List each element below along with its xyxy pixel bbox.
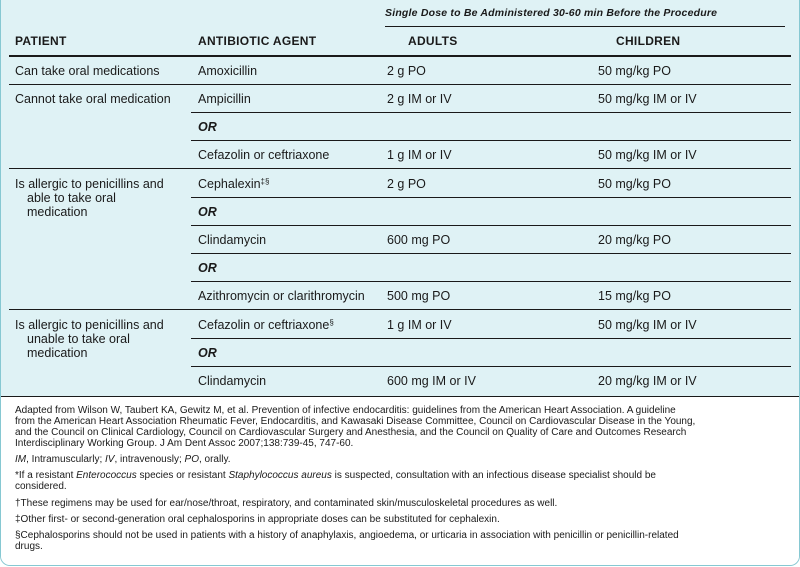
cell-adults: 500 mg PO <box>387 289 451 303</box>
source-citation-line-1: Adapted from Wilson W, Taubert KA, Gewitz M, et al. Prevention of infective endocarditis: guidelines from the American Heart Association. A guideline <box>15 405 676 416</box>
cell-agent: Amoxicillin <box>198 64 258 78</box>
cell-adults: 2 g PO <box>387 64 426 78</box>
cell-agent: Clindamycin <box>198 233 267 247</box>
footnote-dagger: †These regimens may be used for ear/nose/throat, respiratory, and contaminated skin/musculoskeletal procedures as well. <box>15 498 558 509</box>
cell-patient-line-3: medication <box>27 205 88 219</box>
dose-banner-pre: Single Dose to Be Administered <box>385 7 554 19</box>
header-adults: ADULTS <box>408 34 458 48</box>
row-divider <box>9 84 791 85</box>
organism-staph-aureus: Staphylococcus aureus <box>228 470 332 481</box>
cell-patient-line-1: Is allergic to penicillins and <box>15 177 164 191</box>
cell-children: 20 mg/kg IM or IV <box>598 374 697 388</box>
cell-children: 50 mg/kg IM or IV <box>598 148 697 162</box>
cell-adults: 2 g PO <box>387 177 426 191</box>
row-divider <box>191 253 791 254</box>
cell-agent-text: Cefazolin or ceftriaxone <box>198 318 330 332</box>
cell-patient: Cannot take oral medication <box>15 92 171 106</box>
footnote-star-line-2: considered. <box>15 481 67 492</box>
cell-agent <box>198 177 269 191</box>
footnote-double-dagger: ‡Other first- or second-generation oral cephalosporins in appropriate doses can be substituted for cephalexin. <box>15 514 500 525</box>
header-antibiotic-agent: ANTIBIOTIC AGENT <box>198 34 317 48</box>
source-citation-line-2: from the American Heart Association Rheumatic Fever, Endocarditis, and Kawasaki Disease Committee, Council on Cardiovascular Disease in the Young, <box>15 416 696 427</box>
abbreviations <box>15 454 790 466</box>
abbr-po-def: , orally. <box>198 454 231 465</box>
cell-adults: 600 mg PO <box>387 233 451 247</box>
cell-patient: Can take oral medications <box>15 64 160 78</box>
cell-adults: 600 mg IM or IV <box>387 374 476 388</box>
footnote-star-pre: *If a resistant <box>15 470 77 481</box>
footnote-star-post: is suspected, consultation with an infectious disease specialist should be <box>331 470 656 481</box>
cell-agent-text: Cephalexin <box>198 177 261 191</box>
header-children: CHILDREN <box>616 34 681 48</box>
row-divider <box>9 168 791 169</box>
cell-patient-line-3: medication <box>27 346 88 360</box>
cell-children: 15 mg/kg PO <box>598 289 671 303</box>
abbr-im-def: , Intramuscularly; <box>26 454 106 465</box>
cell-children: 50 mg/kg IM or IV <box>598 92 697 106</box>
table-footnotes <box>1 396 799 566</box>
row-divider <box>191 338 791 339</box>
header-patient: PATIENT <box>15 34 67 48</box>
dose-banner <box>385 7 775 19</box>
row-divider <box>9 309 791 310</box>
row-divider <box>191 140 791 141</box>
cell-adults: 1 g IM or IV <box>387 318 452 332</box>
cell-children: 50 mg/kg IM or IV <box>598 318 697 332</box>
row-divider <box>191 197 791 198</box>
cell-agent: Cefazolin or ceftriaxone <box>198 148 330 162</box>
abbr-iv: IV <box>105 454 115 465</box>
cell-patient-line-1: Is allergic to penicillins and <box>15 318 164 332</box>
abbr-im: IM <box>15 454 27 465</box>
abbr-iv-def: , intravenously; <box>114 454 185 465</box>
cell-patient-line-2: unable to take oral <box>27 332 130 346</box>
footnote-star-mid: species or resistant <box>136 470 229 481</box>
cell-agent: Azithromycin or clarithromycin <box>198 289 365 303</box>
regimen-table <box>1 0 799 395</box>
or-separator: OR <box>198 205 217 219</box>
footnote-section-line-2: drugs. <box>15 541 43 552</box>
footnote-section-line-1: §Cephalosporins should not be used in patients with a history of anaphylaxis, angioedema, or urticaria in association with penicillin or penicillin-related <box>15 530 679 541</box>
cell-agent: Ampicillin <box>198 92 251 106</box>
row-divider <box>191 281 791 282</box>
or-separator: OR <box>198 261 217 275</box>
cell-agent: Clindamycin <box>198 374 267 388</box>
footnote-marker: ‡§ <box>260 177 270 186</box>
footnote-marker: § <box>329 318 334 327</box>
banner-rule <box>385 26 785 27</box>
cell-adults: 1 g IM or IV <box>387 148 452 162</box>
cell-adults: 2 g IM or IV <box>387 92 452 106</box>
cell-children: 50 mg/kg PO <box>598 177 671 191</box>
organism-enterococcus: Enterococcus <box>76 470 137 481</box>
dose-banner-post: min Before the Procedure <box>580 7 718 19</box>
source-citation-line-4: Interdisciplinary Working Group. J Am Dent Assoc 2007;138:739-45, 747-60. <box>15 438 354 449</box>
row-divider <box>191 112 791 113</box>
source-citation-line-3: and the Council on Clinical Cardiology, Council on Cardiovascular Surgery and Anesthesia, and the Council on Quality of Care and Outcomes Research <box>15 427 687 438</box>
header-rule <box>9 55 791 57</box>
row-divider <box>191 225 791 226</box>
cell-patient-line-2: able to take oral <box>27 191 116 205</box>
dose-banner-range: 30-60 <box>553 7 581 19</box>
or-separator: OR <box>198 346 217 360</box>
abbr-po: PO <box>184 454 199 465</box>
or-separator: OR <box>198 120 217 134</box>
cell-children: 20 mg/kg PO <box>598 233 671 247</box>
row-divider <box>191 366 791 367</box>
cell-children: 50 mg/kg PO <box>598 64 671 78</box>
cell-agent <box>198 318 334 332</box>
